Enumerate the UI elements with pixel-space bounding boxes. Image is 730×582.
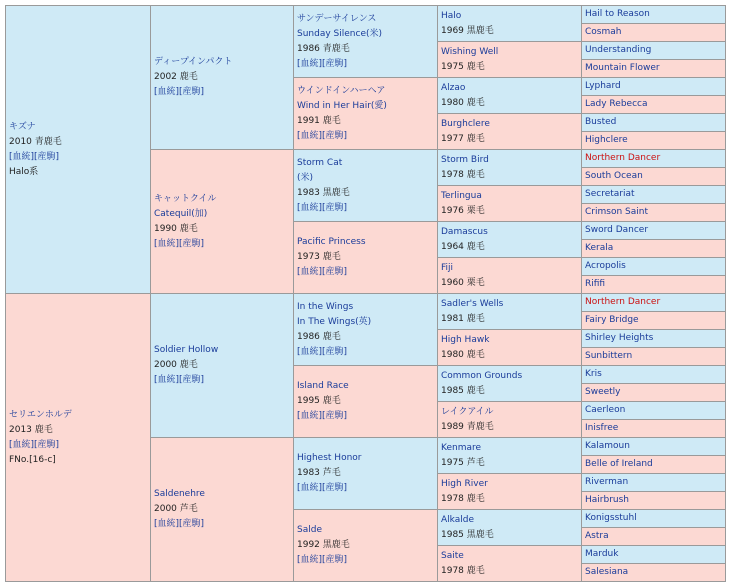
- gen5-cell: [582, 78, 726, 96]
- gen5-cell: [582, 546, 726, 564]
- pedigree-progeny-links[interactable]: [血統][産駒]: [297, 130, 348, 141]
- gen4-cell: [438, 510, 582, 546]
- birth-year-color: 1986 鹿毛: [297, 331, 341, 342]
- gen5-cell: [582, 96, 726, 114]
- horse-name-link[interactable]: Sunbittern: [585, 351, 633, 361]
- horse-name-link[interactable]: Salde: [297, 525, 322, 535]
- birth-year-color: 1995 鹿毛: [297, 396, 341, 406]
- horse-name-link[interactable]: Hail to Reason: [585, 9, 650, 19]
- horse-name-link[interactable]: Alkalde: [441, 514, 474, 525]
- pedigree-progeny-links[interactable]: [血統][産駒]: [154, 519, 205, 529]
- birth-year-color: 1991 鹿毛: [297, 115, 341, 126]
- pedigree-progeny-links[interactable]: [血統][産駒]: [154, 375, 205, 385]
- gen5-cell: [582, 402, 726, 420]
- birth-year-color: 1976 栗毛: [441, 205, 485, 216]
- horse-origin-name: In The Wings(英): [297, 316, 372, 327]
- horse-name-link[interactable]: Storm Cat: [297, 157, 343, 168]
- gen4-cell: [438, 438, 582, 474]
- birth-year-color: 1978 鹿毛: [441, 493, 485, 504]
- gen4-cell: [438, 150, 582, 186]
- horse-name-link[interactable]: ディープインパクト: [154, 57, 233, 67]
- gen5-cell: [582, 348, 726, 366]
- gen1-cell: [6, 6, 151, 294]
- gen3-cell: [294, 294, 438, 366]
- gen3-cell: [294, 78, 438, 150]
- horse-name-link[interactable]: Konigsstuhl: [585, 513, 637, 523]
- birth-year-color: 1985 鹿毛: [441, 385, 485, 396]
- horse-name-link[interactable]: Sadler's Wells: [441, 298, 504, 309]
- birth-year-color: 1981 鹿毛: [441, 313, 485, 324]
- gen4-cell: [438, 330, 582, 366]
- birth-year-color: 1990 鹿毛: [154, 223, 198, 234]
- gen5-cell: [582, 528, 726, 546]
- gen4-cell: [438, 258, 582, 294]
- gen5-cell: [582, 420, 726, 438]
- pedigree-progeny-links[interactable]: [血統][産駒]: [297, 267, 348, 277]
- horse-name-link[interactable]: Alzao: [441, 82, 466, 93]
- horse-name-link[interactable]: Kenmare: [441, 442, 482, 453]
- birth-year-color: 1960 栗毛: [441, 277, 485, 288]
- horse-name-link[interactable]: Marduk: [585, 549, 619, 559]
- gen4-cell: [438, 186, 582, 222]
- gen3-cell: [294, 366, 438, 438]
- horse-name-link[interactable]: Highclere: [585, 135, 628, 145]
- birth-year-color: 2000 鹿毛: [154, 360, 198, 370]
- birth-year-color: 2000 芦毛: [154, 504, 198, 514]
- horse-name-link[interactable]: Kris: [585, 369, 602, 379]
- horse-name-link[interactable]: Kalamoun: [585, 441, 630, 451]
- horse-name-link[interactable]: Lyphard: [585, 81, 621, 91]
- horse-name-link[interactable]: Saldenehre: [154, 489, 205, 499]
- gen5-cell: [582, 114, 726, 132]
- pedigree-row: [6, 294, 726, 312]
- pedigree-row: [6, 6, 726, 24]
- horse-name-link[interactable]: South Ocean: [585, 171, 643, 181]
- lineage-note: FNo.[16-c]: [9, 454, 56, 465]
- gen5-cell: [582, 240, 726, 258]
- gen5-cell: [582, 258, 726, 276]
- gen5-cell: [582, 564, 726, 582]
- gen5-cell: [582, 294, 726, 312]
- horse-name-link[interactable]: Sword Dancer: [585, 225, 649, 235]
- horse-name-link[interactable]: Shirley Heights: [585, 333, 654, 343]
- horse-name-link[interactable]: Storm Bird: [441, 154, 489, 165]
- horse-name-link[interactable]: Rififi: [585, 279, 606, 289]
- gen5-cell: [582, 456, 726, 474]
- lineage-note: Halo系: [9, 166, 39, 177]
- gen4-cell: [438, 366, 582, 402]
- horse-name-link[interactable]: Caerleon: [585, 405, 626, 415]
- birth-year-color: 1975 芦毛: [441, 457, 485, 468]
- gen5-cell: [582, 366, 726, 384]
- birth-year-color: 1983 黒鹿毛: [297, 187, 350, 198]
- pedigree-container: [5, 5, 726, 582]
- gen4-cell: [438, 294, 582, 330]
- horse-origin-name: Catequil(加): [154, 208, 208, 219]
- horse-name-link[interactable]: Riverman: [585, 477, 629, 487]
- birth-year-color: 1980 鹿毛: [441, 97, 485, 108]
- gen5-cell: [582, 438, 726, 456]
- birth-year-color: 1978 鹿毛: [441, 169, 485, 180]
- gen3-cell: [294, 510, 438, 582]
- gen5-cell: [582, 312, 726, 330]
- horse-name-link[interactable]: Pacific Princess: [297, 237, 366, 247]
- horse-name-link[interactable]: Fiji: [441, 262, 454, 273]
- horse-name-link[interactable]: Soldier Hollow: [154, 345, 219, 355]
- horse-name-link[interactable]: Common Grounds: [441, 370, 523, 381]
- gen5-cell: [582, 222, 726, 240]
- horse-name-link[interactable]: Wishing Well: [441, 46, 499, 57]
- horse-origin-name: Wind in Her Hair(愛): [297, 100, 387, 111]
- horse-name-link[interactable]: レイクアイル: [441, 406, 494, 417]
- horse-name-link[interactable]: Northern Dancer: [585, 297, 661, 307]
- horse-name-link[interactable]: Understanding: [585, 45, 652, 55]
- birth-year-color: 2002 鹿毛: [154, 72, 198, 82]
- horse-name-link[interactable]: Terlingua: [441, 190, 482, 201]
- gen2-cell: [151, 150, 294, 294]
- horse-name-link[interactable]: In the Wings: [297, 301, 354, 312]
- horse-name-link[interactable]: Halo: [441, 10, 462, 21]
- horse-name-link[interactable]: Mountain Flower: [585, 63, 660, 73]
- gen4-cell: [438, 402, 582, 438]
- gen4-cell: [438, 6, 582, 42]
- pedigree-progeny-links[interactable]: [血統][産駒]: [297, 346, 348, 357]
- birth-year-color: 1977 鹿毛: [441, 133, 485, 144]
- horse-name-link[interactable]: サンデーサイレンス: [297, 13, 377, 24]
- horse-name-link[interactable]: Inisfree: [585, 423, 619, 433]
- horse-name-link[interactable]: キズナ: [9, 121, 36, 132]
- gen5-cell: [582, 186, 726, 204]
- pedigree-progeny-links[interactable]: [血統][産駒]: [297, 411, 348, 421]
- horse-name-link[interactable]: Hairbrush: [585, 495, 629, 505]
- gen5-cell: [582, 474, 726, 492]
- gen2-cell: [151, 294, 294, 438]
- horse-name-link[interactable]: Northern Dancer: [585, 153, 661, 163]
- horse-name-link[interactable]: セリエンホルデ: [9, 409, 72, 420]
- gen2-cell: [151, 438, 294, 582]
- gen5-cell: [582, 60, 726, 78]
- birth-year-color: 1969 黒鹿毛: [441, 25, 494, 36]
- gen5-cell: [582, 42, 726, 60]
- birth-year-color: 1964 鹿毛: [441, 241, 485, 252]
- gen4-cell: [438, 42, 582, 78]
- gen5-cell: [582, 132, 726, 150]
- horse-name-link[interactable]: キャットクイル: [154, 193, 217, 204]
- gen2-cell: [151, 6, 294, 150]
- gen4-cell: [438, 114, 582, 150]
- horse-name-link[interactable]: Burghclere: [441, 118, 490, 129]
- pedigree-progeny-links[interactable]: [血統][産駒]: [154, 238, 205, 249]
- pedigree-progeny-links[interactable]: [血統][産駒]: [154, 87, 205, 97]
- gen4-cell: [438, 78, 582, 114]
- birth-year-color: 1992 黒鹿毛: [297, 540, 350, 550]
- horse-origin-name: (米): [297, 172, 314, 183]
- pedigree-progeny-links[interactable]: [血統][産駒]: [297, 555, 348, 565]
- birth-year-color: 1989 青鹿毛: [441, 421, 494, 432]
- birth-year-color: 1978 鹿毛: [441, 565, 485, 576]
- birth-year-color: 1983 芦毛: [297, 468, 341, 478]
- horse-name-link[interactable]: Secretariat: [585, 189, 635, 199]
- gen3-cell: [294, 6, 438, 78]
- gen3-cell: [294, 222, 438, 294]
- birth-year-color: 2013 鹿毛: [9, 424, 53, 435]
- gen5-cell: [582, 276, 726, 294]
- horse-origin-name: Sunday Silence(米): [297, 28, 382, 39]
- horse-name-link[interactable]: Acropolis: [585, 261, 626, 271]
- pedigree-progeny-links[interactable]: [血統][産駒]: [9, 439, 60, 450]
- gen5-cell: [582, 204, 726, 222]
- horse-name-link[interactable]: Crimson Saint: [585, 207, 648, 217]
- birth-year-color: 1985 黒鹿毛: [441, 529, 494, 540]
- horse-name-link[interactable]: Lady Rebecca: [585, 99, 648, 109]
- horse-name-link[interactable]: High River: [441, 478, 488, 489]
- horse-name-link[interactable]: Cosmah: [585, 27, 622, 37]
- gen1-cell: [6, 294, 151, 582]
- gen5-cell: [582, 150, 726, 168]
- gen5-cell: [582, 330, 726, 348]
- horse-name-link[interactable]: Belle of Ireland: [585, 459, 653, 469]
- birth-year-color: 2010 青鹿毛: [9, 136, 62, 147]
- horse-name-link[interactable]: Saite: [441, 550, 464, 561]
- horse-name-link[interactable]: Salesiana: [585, 567, 629, 577]
- gen3-cell: [294, 150, 438, 222]
- horse-name-link[interactable]: Highest Honor: [297, 453, 362, 463]
- gen4-cell: [438, 222, 582, 258]
- pedigree-table: [5, 5, 726, 582]
- horse-name-link[interactable]: Island Race: [297, 381, 349, 391]
- horse-name-link[interactable]: Kerala: [585, 243, 614, 253]
- horse-name-link[interactable]: Damascus: [441, 226, 488, 237]
- gen4-cell: [438, 474, 582, 510]
- gen5-cell: [582, 168, 726, 186]
- horse-name-link[interactable]: ウインドインハーヘア: [297, 85, 386, 96]
- pedigree-progeny-links[interactable]: [血統][産駒]: [297, 202, 348, 213]
- birth-year-color: 1975 鹿毛: [441, 61, 485, 72]
- gen5-cell: [582, 384, 726, 402]
- horse-name-link[interactable]: Fairy Bridge: [585, 315, 639, 325]
- birth-year-color: 1980 鹿毛: [441, 349, 485, 360]
- gen4-cell: [438, 546, 582, 582]
- pedigree-progeny-links[interactable]: [血統][産駒]: [9, 151, 60, 162]
- horse-name-link[interactable]: Busted: [585, 117, 617, 127]
- horse-name-link[interactable]: High Hawk: [441, 334, 490, 345]
- gen3-cell: [294, 438, 438, 510]
- horse-name-link[interactable]: Sweetly: [585, 387, 621, 397]
- birth-year-color: 1973 鹿毛: [297, 252, 341, 262]
- gen5-cell: [582, 6, 726, 24]
- gen5-cell: [582, 24, 726, 42]
- pedigree-progeny-links[interactable]: [血統][産駒]: [297, 58, 348, 69]
- pedigree-progeny-links[interactable]: [血統][産駒]: [297, 483, 348, 493]
- horse-name-link[interactable]: Astra: [585, 531, 609, 541]
- gen5-cell: [582, 492, 726, 510]
- birth-year-color: 1986 青鹿毛: [297, 43, 350, 54]
